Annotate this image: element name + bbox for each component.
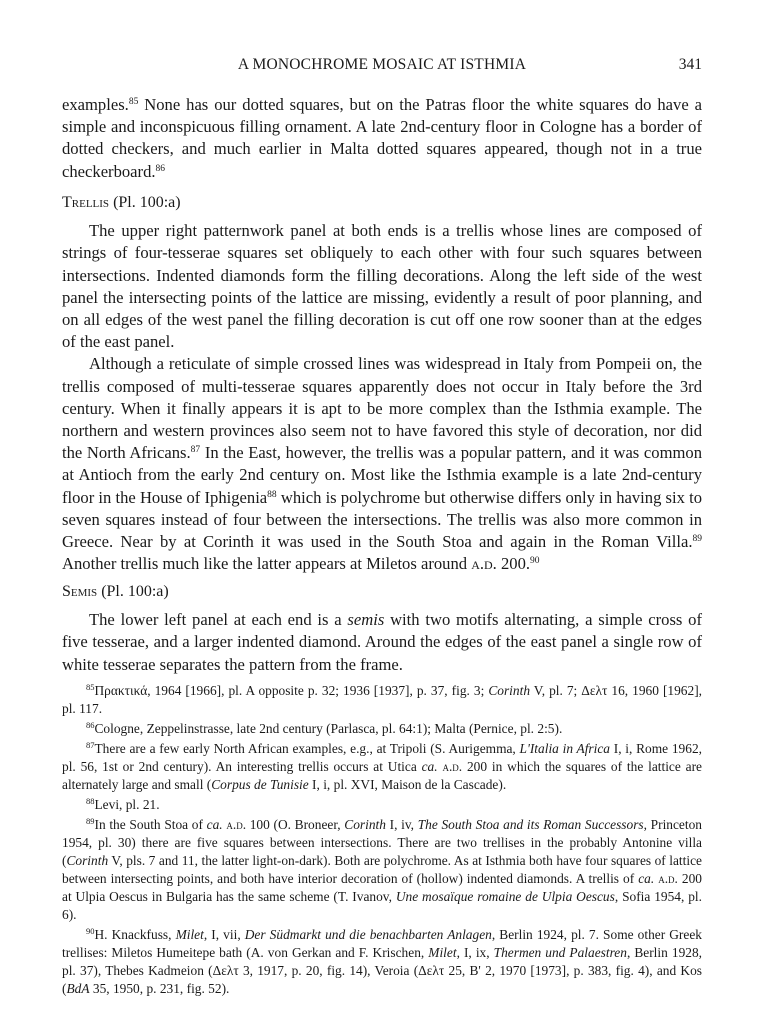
footnote-85: $^{85}$Πρακτικά, 1964 [1966], pl. A opposite p. 32; 1936 [1937], p. 37, fig. 3; Corinth V, pl. 7; Δελτ 16, 1960 [1962], pl. 117. xyxy=(62,682,703,716)
paragraph: Although a reticulate of simple crossed lines was widespread in Italy from Pompeii on, the trellis composed of multi-tesserae squares apparently does not occur in Italy before the 3rd century. When it finally appears it is apt to be more complex than the Isthmia example. The northern and western provinces also seem not to have favored this style of decoration, nor did the North Africans.$^{87}$ In the East, however, the trellis was a popular pattern, and it was common at Antioch from the early 2nd century on. Most like the Isthmia example is a late 2nd-century floor in the House of Iphigenia$^{88}$ which is polychrome but otherwise differs only in having six to seven squares instead of four between the intersections. The trellis was also more common in Greece. Near by at Corinth it was used in the South Stoa and again in the Roman Villa.$^{89}$ Another trellis much like the latter appears at Miletos around a.d. 200.90 xyxy=(62,354,702,574)
running-title: A MONOCHROME MOSAIC AT ISTHMIA xyxy=(237,56,527,73)
footnote-ref-87: 87 xyxy=(190,445,201,456)
section-trellis xyxy=(62,192,702,575)
page-number: 341 xyxy=(678,56,702,73)
body-paragraph-continued xyxy=(62,94,702,183)
footnote-ref-90: 90 xyxy=(530,556,540,567)
footnote-87: $^{87}$There are a few early North African examples, e.g., at Tripoli (S. Aurigemma, L'Italia in Africa I, i, Rome 1962, pl. 56, 1st or 2nd century). An interesting trellis occurs at Utica ca. a.d. 200 in which the squares of the lattice are alternately large and small (Corpus de Tunisie I, i, pl. XVI, Maison de la Cascade). xyxy=(62,740,702,792)
footnote-89: $^{89}$In the South Stoa of ca. a.d. 100 (O. Broneer, Corinth I, iv, The South Stoa and its Roman Successors, Princeton 1954, pl. 30) there are five squares between intersections. There are two trellises in the probably Antonine villa (Corinth V, pls. 7 and 11, the latter light-on-dark). Both are polychrome. As at Isthmia both have four squares of lattice between intersecting points, and both have interior decoration of (hollow) indented diamonds. A trellis of ca. a.d. 200 at Ulpia Oescus in Bulgaria has the same scheme (T. Ivanov, Une mosaïque romaine de Ulpia Oescus, Sofia 1954, pl. 6). xyxy=(62,816,702,922)
paragraph: examples.$^{85}$ None has our dotted squares, but on the Patras floor the white squares do have a simple and inconspicuous filling ornament. A late 2nd-century floor in Cologne has a border of dotted checkers, and much earlier in Malta dotted squares appeared, though not in a true checkerboard.$^{86}$ xyxy=(62,95,702,181)
section-heading-trellis: Trellis (Pl. 100:a) xyxy=(62,194,181,211)
footnote-88: $^{88}$Levi, pl. 21. xyxy=(86,796,160,812)
running-header xyxy=(62,56,702,76)
section-heading-semis: Semis (Pl. 100:a) xyxy=(62,583,169,600)
footnote-ref-89: 89 xyxy=(692,534,702,545)
footnote-ref-86: 86 xyxy=(155,163,166,174)
footnote-90: $^{90}$H. Knackfuss, Milet, I, vii, Der Südmarkt und die benachbarten Anlagen, Berlin 1924, pl. 7. Some other Greek trellises: Miletos Humeitepe bath (A. von Gerkan and F. Krischen, Milet, I, ix, Thermen und Palaestren, Berlin 1928, pl. 37), Thebes Kadmeion (Δελτ 3, 1917, p. 20, fig. 14), Veroia (Δελτ 25, B' 2, 1970 [1973], p. 383, fig. 4), and Kos (BdA 35, 1950, p. 231, fig. 52). xyxy=(62,926,702,996)
footnote-ref-85: 85 xyxy=(128,97,139,107)
section-semis xyxy=(62,581,702,676)
footnotes xyxy=(62,682,702,998)
paragraph: The lower left panel at each end is a semis with two motifs alternating, a simple cross of five tesserae, and a larger indented diamond. Around the edges of the east panel a single row of white tesserae separates the pattern from the frame. xyxy=(62,610,702,674)
footnote-ref-88: 88 xyxy=(267,489,277,500)
footnote-86: $^{86}$Cologne, Zeppelinstrasse, late 2nd century (Parlasca, pl. 64:1); Malta (Pernice, pl. 2:5). xyxy=(86,720,563,736)
paragraph: The upper right patternwork panel at both ends is a trellis whose lines are composed of strings of four-tesserae squares set obliquely to each other with four such squares between intersections. Indented diamonds form the filling decorations. Along the left side of the west panel the intersecting points of the lattice are missing, evidently a result of poor planning, and on all edges of the west panel the filling decoration is cut off one row sooner than at the edges of the east panel. xyxy=(62,221,702,352)
